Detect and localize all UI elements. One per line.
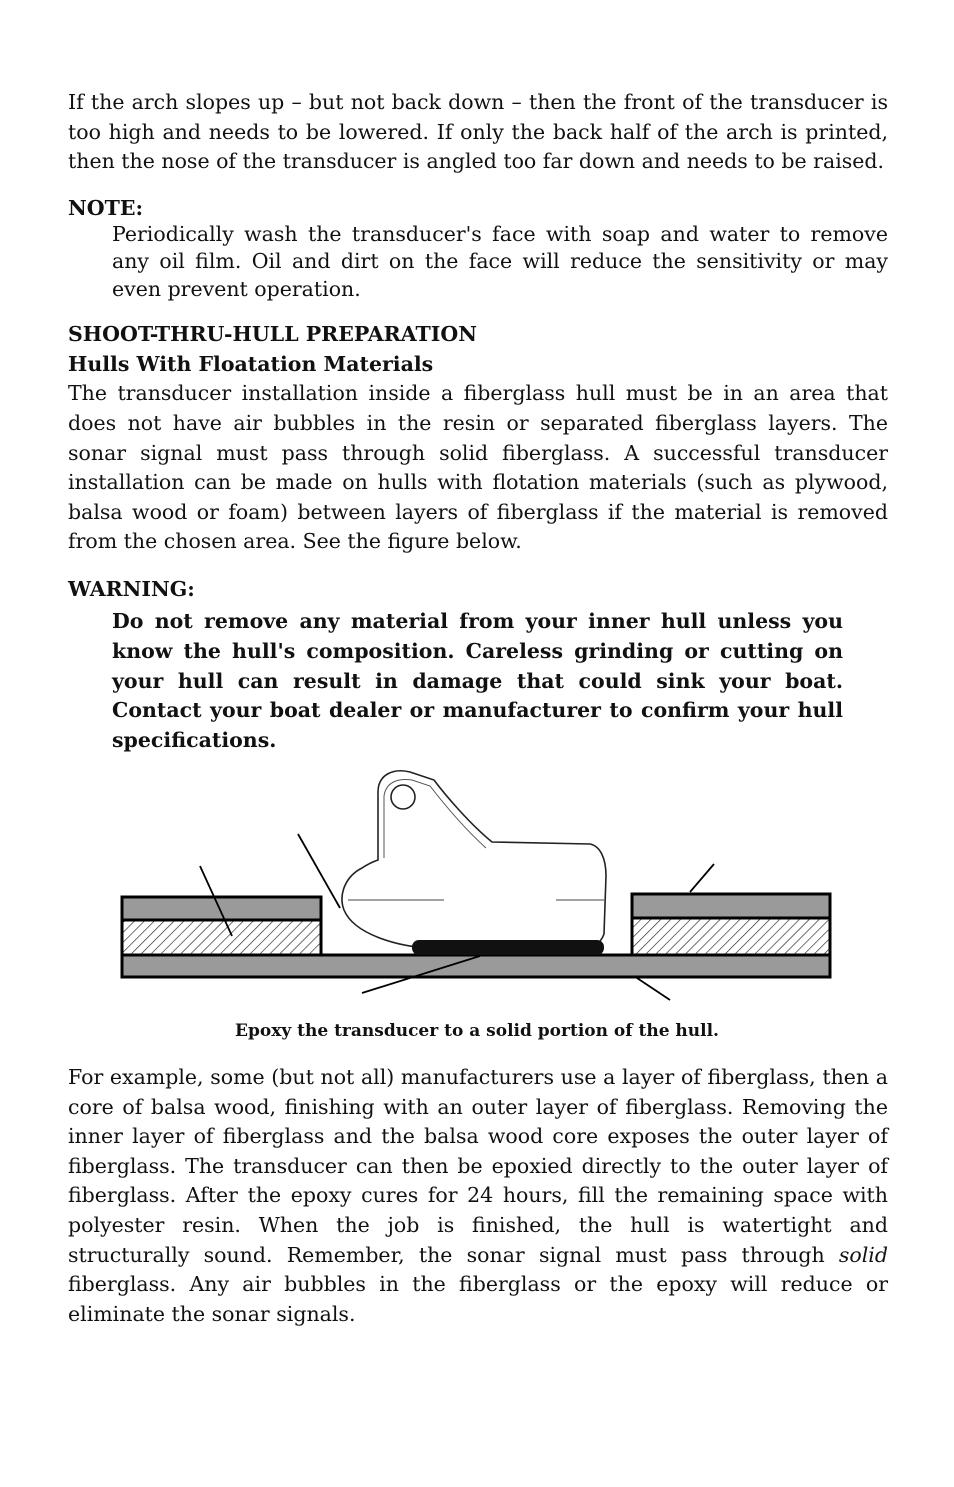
hull-diagram (0, 758, 954, 1012)
example-text-before: For example, some (but not all) manufacturers use a layer of fiberglass, then a core of balsa wood, finishing with an outer layer of fiberglass. Removing the inner layer of fiberglass and the balsa wood core exposes the outer layer of fiberglass. The transducer can then be epoxied directly to the outer layer of fiberglass. After the epoxy cures for 24 hours, fill the remaining space with polyester resin. When the job is finished, the hull is watertight and structurally sound. Remember, the sonar signal must pass through (68, 1065, 888, 1267)
manual-page (68, 88, 888, 1329)
note-heading: NOTE: (68, 195, 144, 220)
transducer-body (342, 771, 606, 948)
right-core-material (632, 918, 830, 955)
transducer-mount-hole (391, 785, 415, 809)
section-paragraph: The transducer installation inside a fiberglass hull must be in an area that does not have air bubbles in the resin or separated fiberglass layers. The sonar signal must pass through solid fiberglass. A successful transducer installation can be made on hulls with flotation materials (such as plywood, balsa wood or foam) between layers of fiberglass if the material is removed from the chosen area. See the figure below. (68, 381, 888, 554)
left-inner-fiberglass (122, 897, 321, 920)
figure-caption: Epoxy the transducer to a solid portion of the hull. (235, 1021, 719, 1042)
warning-text: Do not remove any material from your inner hull unless you know the hull's composition. Careless grinding or cutting on your hull can result in damage that could sink your boat. Contact your boat dealer or manufacturer to confirm your hull specifications. (112, 609, 843, 753)
hull-cross-section-figure (68, 758, 888, 1012)
epoxy-layer (412, 940, 604, 955)
leader-line-outer-layer (634, 976, 670, 1000)
left-core-material (122, 920, 321, 955)
example-text-italic: solid (838, 1242, 888, 1267)
warning-heading: WARNING: (68, 577, 195, 602)
example-text-after: fiberglass. Any air bubbles in the fiberglass or the epoxy will reduce or eliminate the sonar signals. (68, 1272, 888, 1326)
note-text: Periodically wash the transducer's face with soap and water to remove any oil film. Oil and dirt on the face will reduce the sensitivity or may even prevent operation. (112, 221, 888, 301)
section-subheading: Hulls With Floatation Materials (68, 351, 434, 376)
section-heading: SHOOT-THRU-HULL PREPARATION (68, 322, 477, 347)
example-paragraph (68, 1063, 888, 1329)
right-inner-fiberglass (632, 894, 830, 918)
leader-line-inner-layer (690, 864, 714, 892)
intro-paragraph: If the arch slopes up – but not back down – then the front of the transducer is too high and needs to be lowered. If only the back half of the arch is printed, then the nose of the transducer is angled too far down and needs to be raised. (68, 90, 888, 174)
outer-fiberglass-layer (122, 955, 830, 977)
